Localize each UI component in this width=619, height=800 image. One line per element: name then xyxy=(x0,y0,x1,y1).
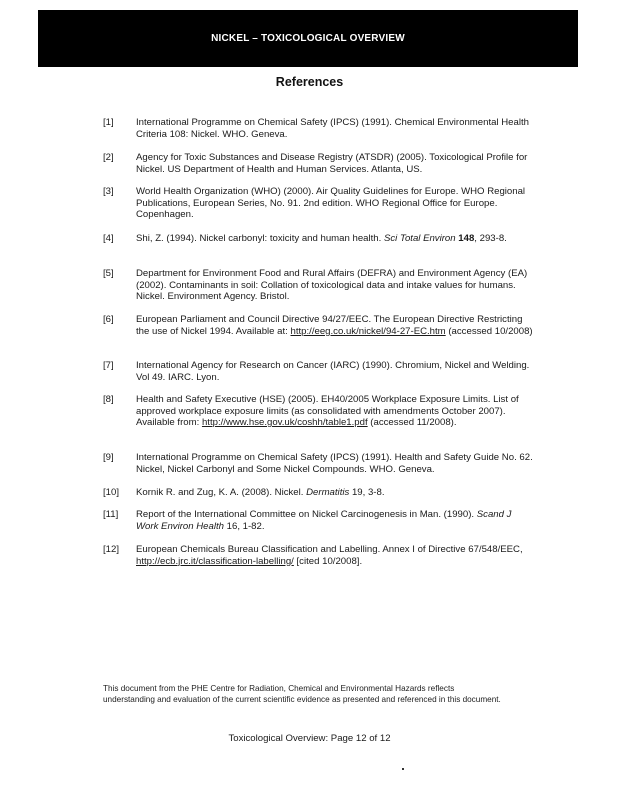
reference-text-segment: (accessed 11/2008). xyxy=(367,417,457,428)
reference-link[interactable]: http://eeg.co.uk/nickel/94-27-EC.htm xyxy=(290,325,446,337)
reference-number: [7] xyxy=(103,360,114,371)
reference-text-segment: Health and Safety Executive (HSE) (2005). EH40/2005 Workplace Exposure Limits. List of approved workplace exposure limits (as consolidated with amendments October 2007). Available from: xyxy=(136,394,519,428)
scan-speck xyxy=(402,768,404,770)
reference-number: [10] xyxy=(103,487,120,498)
disclaimer: This document from the PHE Centre for Radiation, Chemical and Environmental Hazards reflects understanding and evaluation of the current scientific evidence as presented and referenced in this document. xyxy=(103,684,501,704)
reference-text-segment: World Health Organization (WHO) (2000). Air Quality Guidelines for Europe. WHO Regional Publications, European Series, No. 91. 2nd edition. WHO Regional Office for Europe. Copenhagen. xyxy=(136,186,526,220)
reference-text xyxy=(136,117,536,140)
reference-text-segment: Shi, Z. (1994). Nickel carbonyl: toxicity and human health. xyxy=(136,233,384,244)
reference-text-segment: 19, 3-8. xyxy=(349,487,385,498)
reference-text xyxy=(136,360,536,383)
reference-text-segment: 148 xyxy=(458,233,475,244)
reference-text xyxy=(136,394,536,429)
reference-number: [12] xyxy=(103,544,120,555)
header-title: NICKEL – TOXICOLOGICAL OVERVIEW xyxy=(211,33,405,44)
reference-number: [8] xyxy=(103,394,114,405)
reference-text-segment: European Parliament and Council Directive 94/27/EEC. The European Directive Restricting the use of Nickel 1994. Available at: xyxy=(136,314,523,337)
reference-text-segment: Report of the International Committee on Nickel Carcinogenesis in Man. (1990). xyxy=(136,509,477,520)
reference-link[interactable]: http://www.hse.gov.uk/coshh/table1.pdf xyxy=(201,417,368,428)
reference-number: [1] xyxy=(103,117,114,128)
reference-text-segment: Agency for Toxic Substances and Disease Registry (ATSDR) (2005). Toxicological Profile for Nickel. US Department of Health and Human Services. Atlanta, US. xyxy=(136,152,528,175)
reference-text xyxy=(136,186,536,221)
reference-text-segment: International Programme on Chemical Safety (IPCS) (1991). Health and Safety Guide No. 62. Nickel, Nickel Carbonyl and Some Nickel Compounds. WHO. Geneva. xyxy=(136,452,533,475)
reference-text xyxy=(136,452,536,475)
reference-text xyxy=(136,268,536,303)
reference-text-segment: European Chemicals Bureau Classification and Labelling. Annex I of Directive 67/548/EEC, xyxy=(136,544,523,555)
reference-text xyxy=(136,233,536,245)
reference-link[interactable]: http://ecb.jrc.it/classification-labelling/ xyxy=(136,555,294,567)
reference-number: [4] xyxy=(103,233,114,244)
reference-text-segment: Sci Total Environ xyxy=(383,233,456,244)
reference-number: [6] xyxy=(103,314,114,325)
page-title: References xyxy=(275,75,344,89)
reference-text xyxy=(136,509,536,532)
reference-text-segment: Scand J Work Environ Health xyxy=(136,509,512,532)
reference-number: [11] xyxy=(103,509,119,520)
reference-number: [5] xyxy=(103,268,114,279)
reference-text-segment: [cited 10/2008]. xyxy=(293,555,363,567)
reference-text xyxy=(136,152,536,175)
reference-number: [3] xyxy=(103,186,114,197)
reference-text xyxy=(136,314,536,337)
reference-number: [2] xyxy=(103,152,114,163)
reference-text-segment: , 293-8. xyxy=(474,233,507,244)
reference-text-segment: International Agency for Research on Cancer (IARC) (1990). Chromium, Nickel and Welding. Vol 49. IARC. Lyon. xyxy=(136,360,530,383)
header-bar xyxy=(38,10,578,67)
reference-text-segment: Kornik R. and Zug, K. A. (2008). Nickel. xyxy=(136,487,307,498)
reference-text xyxy=(136,544,536,567)
reference-text xyxy=(136,487,536,499)
reference-text-segment: International Programme on Chemical Safety (IPCS) (1991). Chemical Environmental Health Criteria 108: Nickel. WHO. Geneva. xyxy=(136,117,529,140)
reference-text-segment: (accessed 10/2008) xyxy=(445,325,533,337)
reference-text-segment: Dermatitis xyxy=(306,487,350,498)
reference-number: [9] xyxy=(103,452,114,463)
reference-text-segment: Department for Environment Food and Rural Affairs (DEFRA) and Environment Agency (EA) (2002). Contaminants in soil: Collation of toxicological data and intake values for humans. Nickel. Environment Agency. Bristol. xyxy=(136,268,528,302)
reference-text-segment: 16, 1-82. xyxy=(223,520,265,532)
page-footer: Toxicological Overview: Page 12 of 12 xyxy=(228,733,391,744)
